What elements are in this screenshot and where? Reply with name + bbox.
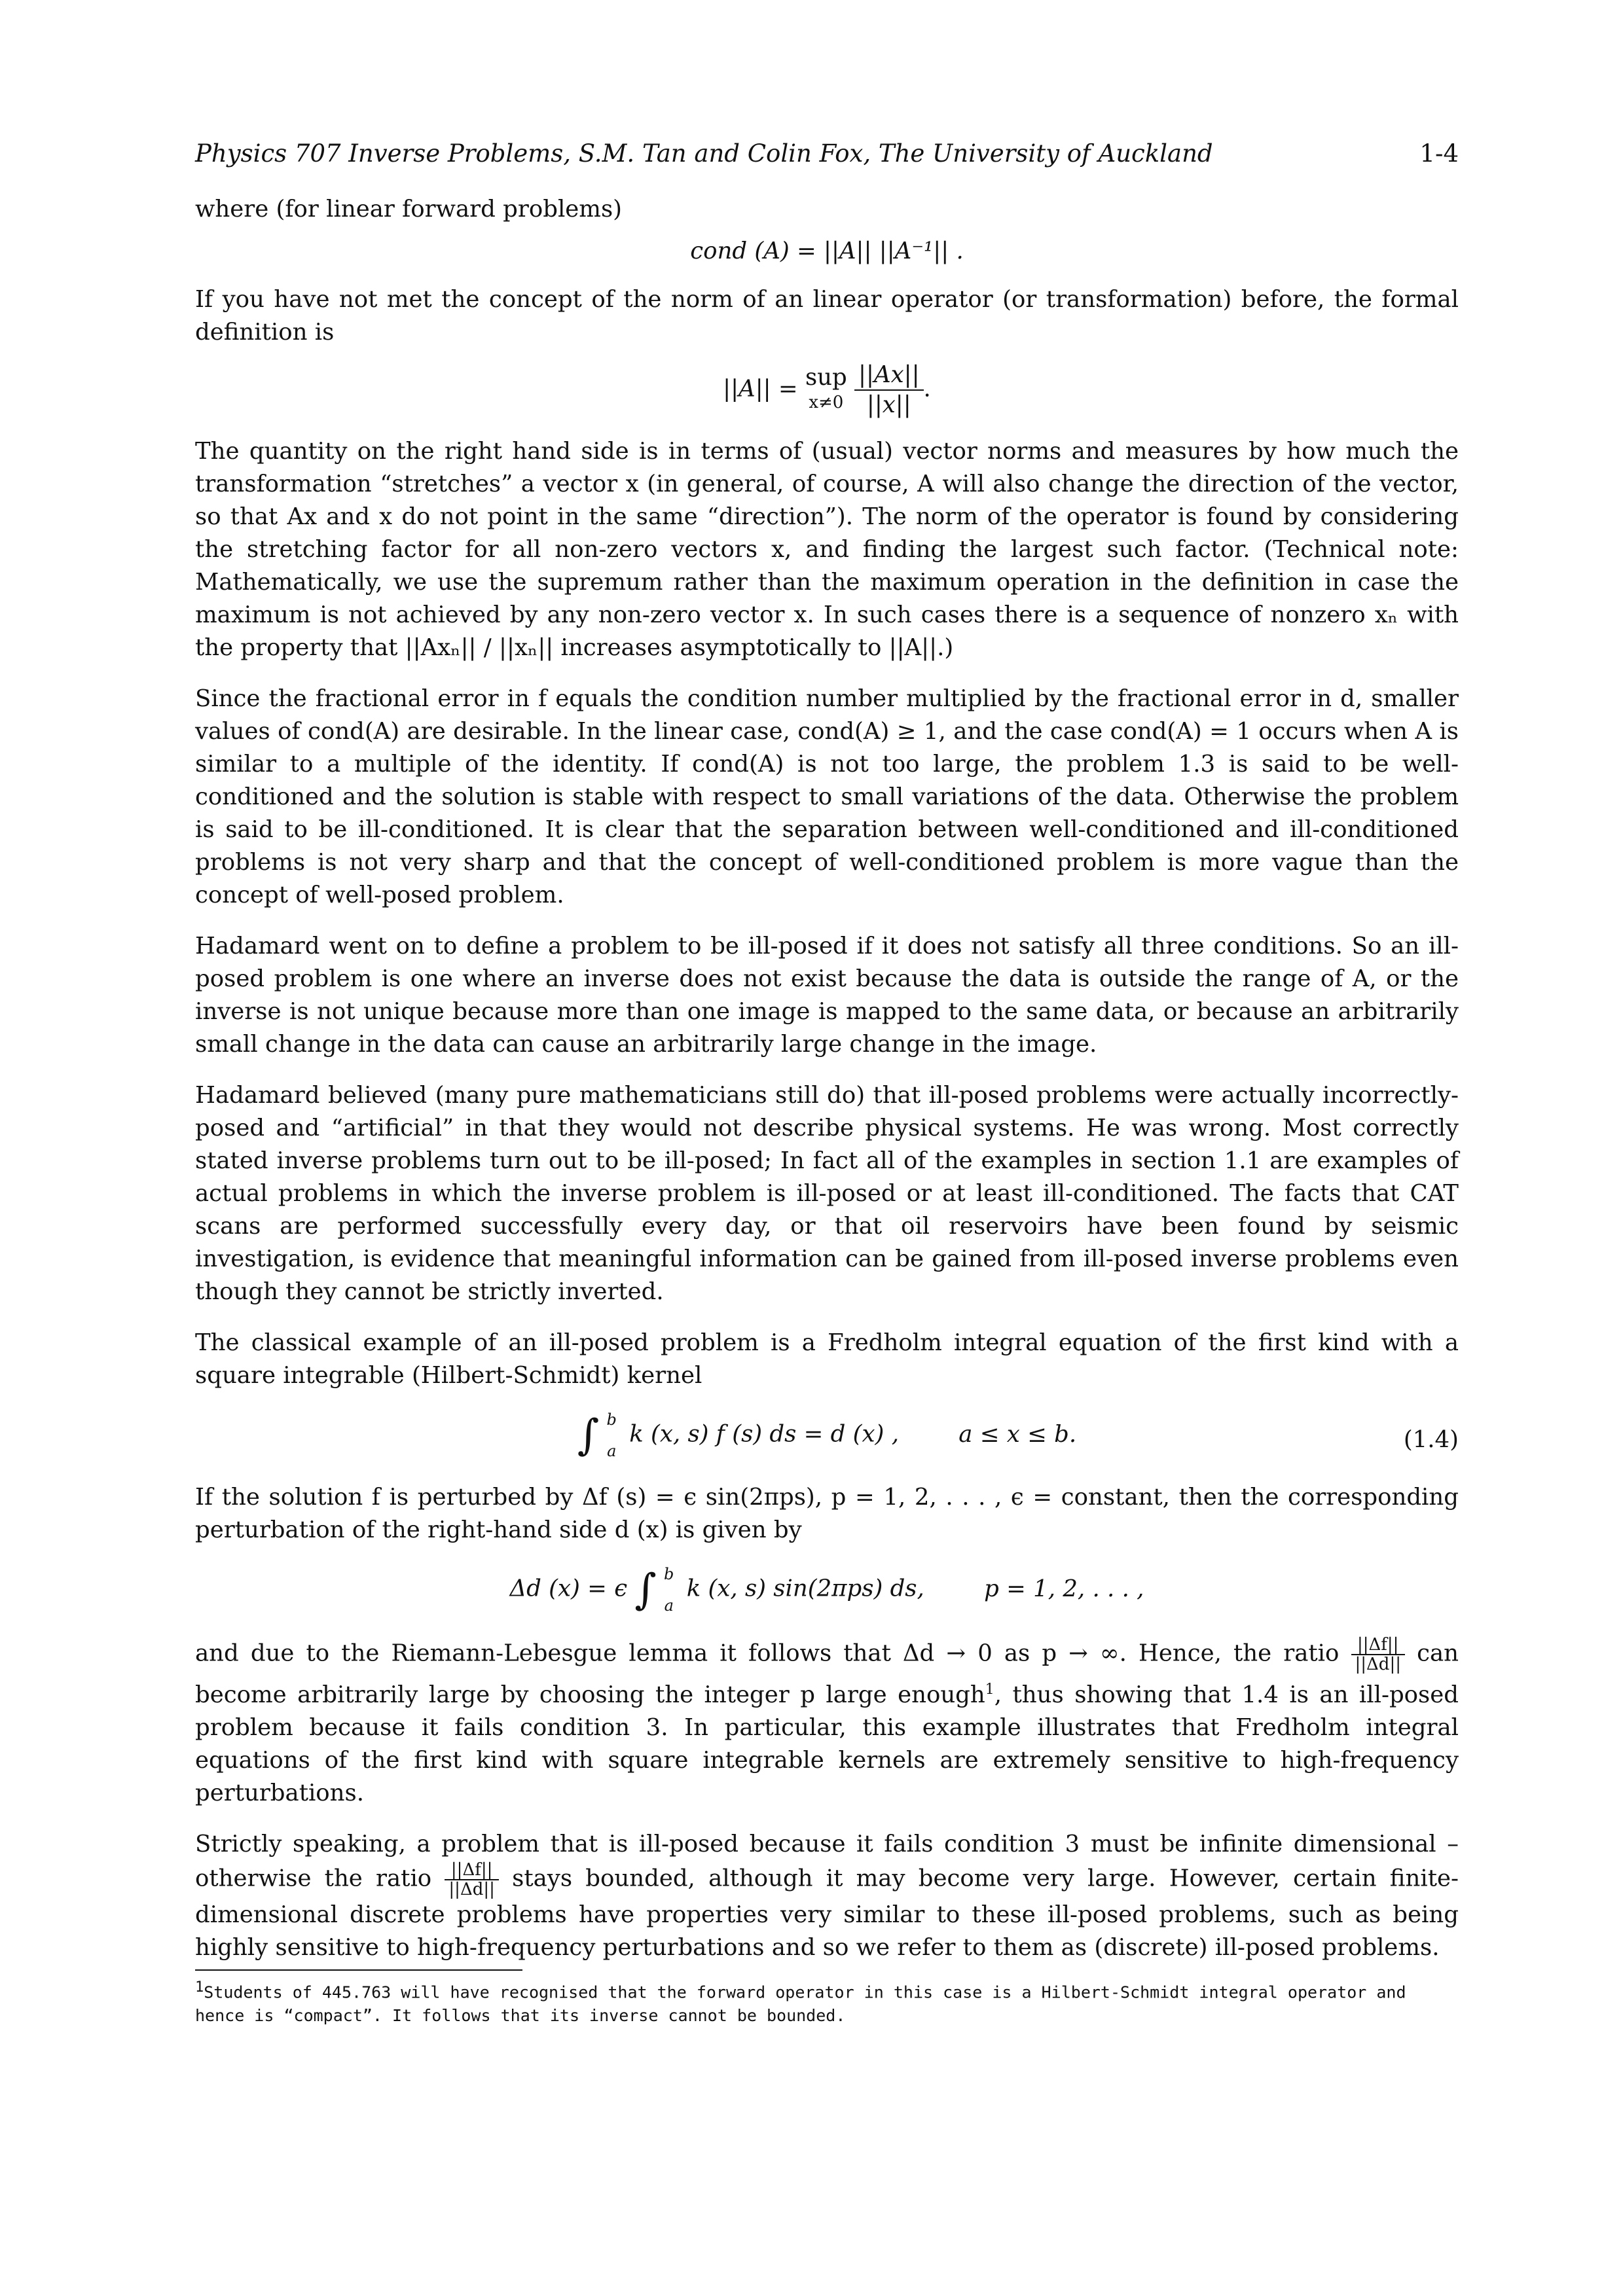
page (195, 137, 1459, 2028)
footnote-number: 1 (195, 1979, 204, 1996)
equation-1-4 (195, 1404, 1459, 1467)
integral-limits-2 (664, 1558, 674, 1621)
norm-fraction (854, 361, 924, 420)
delta-body: k (x, s) sin(2πps) ds, (686, 1575, 924, 1602)
running-header (195, 137, 1459, 173)
upper-limit-2: b (664, 1565, 674, 1583)
equation-delta-d (195, 1558, 1459, 1621)
sup-label: sup (805, 364, 847, 391)
upper-limit: b (606, 1410, 617, 1429)
sup-operator (805, 365, 847, 415)
delta-range: p = 1, 2, . . . , (984, 1575, 1144, 1602)
p10-after: stays bounded, although it may become very large. However, certain finite-dimensional discrete problems have properties very similar to these ill-posed problems, such as being highly sensitive to high-frequency perturbations and so we refer to them as (discrete) ill-posed problems. (195, 1865, 1459, 1961)
paragraph-3: The quantity on the right hand side is in terms of (usual) vector norms and measures by how much the transformation “stretches” a vector x (in general, of course, A will also change the direction of the vector, so that Ax and x do not point in the same “direction”). The norm of the operator is found by considering the stretching factor for all non-zero vectors x, and finding the largest such factor. (Technical note: Mathematically, we use the supremum rather than the maximum operation in the definition in case the maximum is not achieved by any non-zero vector x. In such cases there is a sequence of nonzero xₙ with the property that ||Axₙ|| / ||xₙ|| increases asymptotically to ||A||.) (195, 438, 1459, 661)
paragraph-9 (195, 1636, 1459, 1810)
paragraph-8: If the solution f is perturbed by Δf (s) = ϵ sin(2πps), p = 1, 2, . . . , ϵ = constant, then the corresponding perturbation of the right-hand side d (x) is given by (195, 1484, 1459, 1543)
ratio-num-2: ||Δf|| (445, 1861, 498, 1880)
equation-body: k (x, s) f (s) ds = d (x) , (629, 1420, 899, 1448)
p9-middle: can become arbitrarily large by choosing the integer p large enough (195, 1640, 1459, 1708)
ratio-fraction (1351, 1636, 1405, 1674)
integral-limits (607, 1404, 617, 1467)
sup-subscript: x≠0 (809, 393, 844, 412)
header-title: Physics 707 Inverse Problems, S.M. Tan and Colin Fox, The University of Auckland (195, 139, 1213, 168)
norm-lhs: ||A|| = (723, 375, 805, 403)
ratio-num: ||Δf|| (1351, 1636, 1405, 1655)
equation-range: a ≤ x ≤ b. (958, 1420, 1077, 1448)
norm-denominator: ||x|| (866, 391, 911, 418)
equation-number: (1.4) (1403, 1426, 1459, 1453)
delta-lhs: Δd (x) = ϵ (509, 1575, 628, 1602)
integral-sign-2: ∫ (634, 1566, 657, 1614)
paragraph-4: Since the fractional error in f equals the condition number multiplied by the fractional error in d, smaller values of cond(A) are desirable. In the linear case, cond(A) ≥ 1, and the case cond(A) = 1 occurs when A is similar to a multiple of the identity. If cond(A) is not too large, the problem 1.3 is said to be well-conditioned and the solution is stable with respect to small variations of the data. Otherwise the problem is said to be ill-conditioned. It is clear that the separation between well-conditioned and ill-conditioned problems is not very sharp and that the concept of well-conditioned problem is more vague than the concept of well-posed problem. (195, 685, 1459, 908)
ratio-den: ||Δd|| (1355, 1655, 1401, 1674)
norm-numerator: ||Ax|| (854, 361, 924, 391)
paragraph-10 (195, 1828, 1459, 1964)
footnote-rule (195, 1969, 522, 1971)
equation-norm: ||A|| = sup x≠0 $\frac{||Ax||}{||x||}$ . (723, 361, 931, 418)
p9-after: , thus showing that 1.4 is an ill-posed problem because it fails condition 3. In particular, this example illustrates that Fredholm integral equations of the first kind with square integrable kernels are extremely sensitive to high-frequency perturbations. (195, 1681, 1459, 1806)
footnote-mark[interactable]: 1 (985, 1681, 994, 1698)
paragraph-5: Hadamard went on to define a problem to be ill-posed if it does not satisfy all three conditions. So an ill-posed problem is one where an inverse does not exist because the data is outside the range of A, or the inverse is not unique because more than one image is mapped to the same data, or because an arbitrarily small change in the data can cause an arbitrarily large change in the image. (195, 933, 1459, 1058)
lower-limit-2: a (664, 1596, 674, 1615)
ratio-fraction-2 (445, 1861, 498, 1899)
p10-before: Strictly speaking, a problem that is ill-posed because it fails condition 3 must be infinite dimensional – otherwise the ratio (195, 1830, 1459, 1892)
footnote (195, 1976, 1459, 2028)
paragraph-7: The classical example of an ill-posed problem is a Fredholm integral equation of the first kind with a square integrable (Hilbert-Schmidt) kernel (195, 1329, 1459, 1389)
integral-sign: ∫ (577, 1411, 600, 1460)
page-number: 1-4 (1419, 139, 1459, 168)
paragraph-2: If you have not met the concept of the norm of an linear operator (or transformation) before, the formal definition is (195, 286, 1459, 346)
lower-limit: a (607, 1442, 617, 1460)
footnote-text: Students of 445.763 will have recognised that the forward operator in this case is a Hilbert-Schmidt integral operator and hence is “compact”. It follows that its inverse cannot be bounded. (195, 1982, 1406, 2026)
paragraph-1: where (for linear forward problems) (195, 196, 623, 223)
equation-cond: cond (A) = ||A|| ||A⁻¹|| . (690, 238, 964, 264)
ratio-den-2: ||Δd|| (448, 1879, 495, 1899)
p9-before: and due to the Riemann-Lebesgue lemma it follows that Δd → 0 as p → ∞. Hence, the ratio (195, 1640, 1340, 1667)
paragraph-6: Hadamard believed (many pure mathematicians still do) that ill-posed problems were actually incorrectly-posed and “artificial” in that they would not describe physical systems. He was wrong. Most correctly stated inverse problems turn out to be ill-posed; In fact all of the examples in section 1.1 are examples of actual problems in which the inverse problem is ill-posed or at least ill-conditioned. The facts that CAT scans are performed successfully every day, or that oil reservoirs have been found by seismic investigation, is evidence that meaningful information can be gained from ill-posed inverse problems even though they cannot be strictly inverted. (195, 1082, 1459, 1305)
